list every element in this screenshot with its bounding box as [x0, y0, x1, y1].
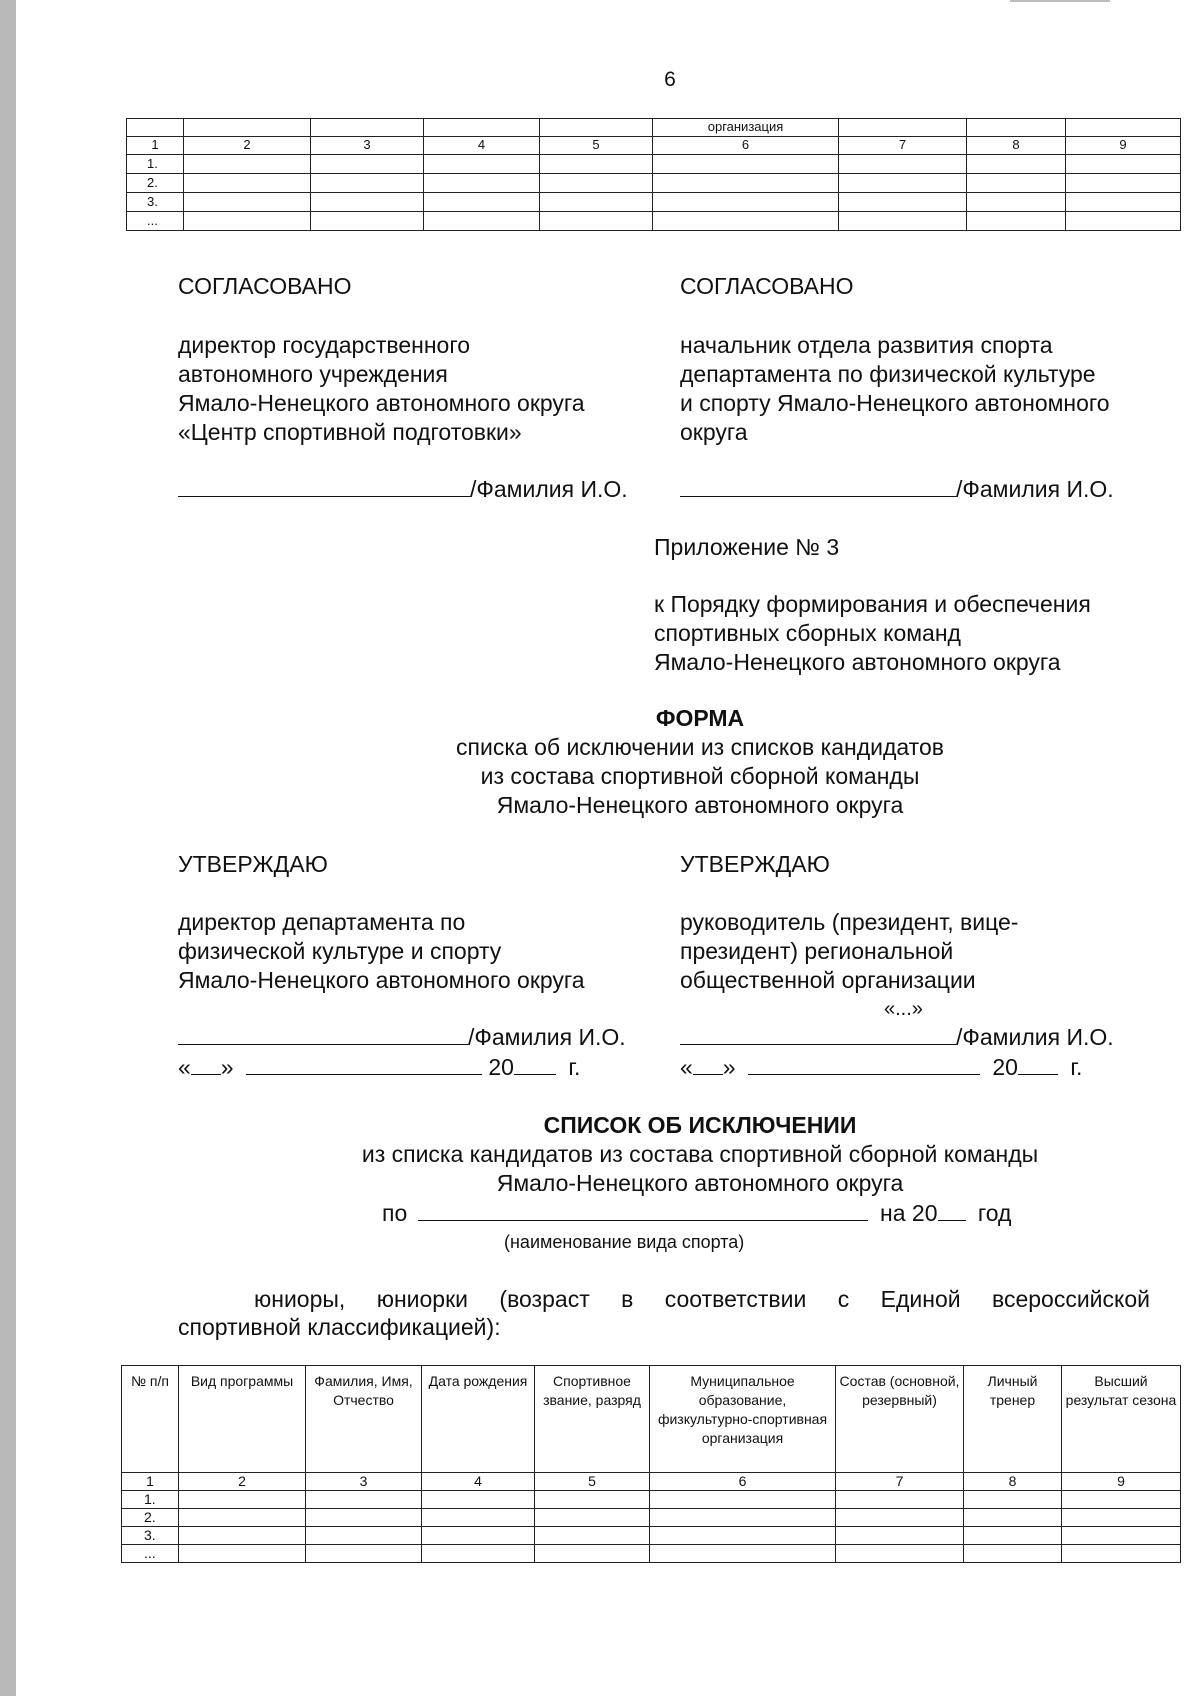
table-row	[122, 1491, 1181, 1509]
row-number: 3.	[122, 1527, 179, 1545]
text-line: округа	[680, 419, 748, 445]
year-blank	[1018, 1052, 1058, 1075]
table-cell	[1062, 1545, 1181, 1563]
table-cell	[306, 1545, 422, 1563]
column-number: 6	[653, 137, 839, 155]
table-cell	[535, 1527, 650, 1545]
row-number: ...	[127, 212, 184, 231]
column-number: 3	[306, 1473, 422, 1491]
month-blank	[748, 1052, 980, 1075]
column-number: 9	[1062, 1473, 1181, 1491]
signature-name: /Фамилия И.О.	[956, 476, 1114, 502]
text-line: общественной организации	[680, 967, 976, 993]
column-number: 8	[967, 137, 1066, 155]
scan-edge-top	[1010, 0, 1110, 2]
table-cell	[1066, 174, 1181, 193]
table-cell	[179, 1491, 306, 1509]
text-line: к Порядку формирования и обеспечения	[654, 591, 1091, 617]
approve-left-date	[178, 1052, 580, 1081]
table-number-row	[122, 1473, 1181, 1491]
signature-blank	[680, 474, 956, 497]
table-cell	[1066, 212, 1181, 231]
column-header: Вид программы	[179, 1366, 306, 1473]
column-header: Фамилия, Имя, Отчество	[306, 1366, 422, 1473]
approve-right-heading: УТВЕРЖДАЮ	[680, 851, 830, 877]
table-cell	[1062, 1527, 1181, 1545]
sport-caption: (наименование вида спорта)	[504, 1232, 745, 1252]
column-header: Личный тренер	[964, 1366, 1062, 1473]
table-row	[122, 1545, 1181, 1563]
text-line: Ямало-Ненецкого автономного округа	[654, 649, 1061, 675]
table-cell	[650, 1491, 836, 1509]
form-subtitle-line: из состава спортивной сборной команды	[480, 763, 920, 789]
date-quote-close: »	[722, 1054, 736, 1080]
table-cell	[311, 174, 424, 193]
column-number: 5	[540, 137, 653, 155]
year-blank	[938, 1198, 966, 1221]
table-row	[122, 1527, 1181, 1545]
signature-blank	[680, 1022, 956, 1045]
text-line: президент) региональной	[680, 938, 954, 964]
table-cell	[653, 193, 839, 212]
year-suffix: г.	[1070, 1054, 1083, 1080]
table-cell	[184, 212, 311, 231]
table-cell	[179, 1527, 306, 1545]
juniors-line: юниоры, юниорки (возраст в соответствии с Единой всероссийской	[254, 1286, 1150, 1312]
list-subtitle-line: из списка кандидатов из состава спортивной сборной команды	[361, 1141, 1039, 1167]
table-cell	[839, 193, 967, 212]
column-number: 4	[424, 137, 540, 155]
table-cell	[650, 1527, 836, 1545]
table-cell	[424, 193, 540, 212]
table-cell	[311, 119, 424, 137]
row-number: 1.	[122, 1491, 179, 1509]
table-cell	[306, 1491, 422, 1509]
table-cell	[839, 174, 967, 193]
column-number: 2	[179, 1473, 306, 1491]
column-number: 7	[839, 137, 967, 155]
exclusion-table	[121, 1365, 1181, 1563]
table-cell	[967, 155, 1066, 174]
page-number: 6	[664, 68, 676, 91]
table-cell	[535, 1545, 650, 1563]
column-number: 9	[1066, 137, 1181, 155]
table-cell	[836, 1491, 964, 1509]
agreed-left-position	[178, 331, 585, 447]
text-line: «Центр спортивной подготовки»	[178, 419, 522, 445]
column-header: Муниципальное образование, физкультурно-спортивная организация	[650, 1366, 836, 1473]
column-header: Высший результат сезона	[1062, 1366, 1181, 1473]
form-title: ФОРМА	[655, 705, 745, 731]
column-number: 8	[964, 1473, 1062, 1491]
year-suffix: г.	[568, 1054, 581, 1080]
table-cell	[967, 193, 1066, 212]
approve-left-heading: УТВЕРЖДАЮ	[178, 851, 328, 877]
table-cell: организация	[653, 119, 839, 137]
table-cell	[424, 119, 540, 137]
table-cell	[653, 212, 839, 231]
table-cell	[1066, 119, 1181, 137]
text-line: Ямало-Ненецкого автономного округа	[178, 390, 585, 416]
table-cell	[1062, 1509, 1181, 1527]
agreed-left-heading: СОГЛАСОВАНО	[178, 273, 352, 299]
table-cell	[311, 193, 424, 212]
table-cell	[836, 1509, 964, 1527]
signature-blank	[178, 1022, 468, 1045]
table-cell	[540, 193, 653, 212]
table-cell	[967, 174, 1066, 193]
approve-right-org-name: «...»	[884, 998, 923, 1020]
table-cell	[967, 212, 1066, 231]
text-line: начальник отдела развития спорта	[680, 332, 1053, 358]
list-title: СПИСОК ОБ ИСКЛЮЧЕНИИ	[543, 1112, 857, 1138]
row-number: 2.	[127, 174, 184, 193]
text-line: Ямало-Ненецкого автономного округа	[178, 967, 585, 993]
list-subtitle-line: Ямало-Ненецкого автономного округа	[496, 1170, 904, 1196]
table-cell	[184, 193, 311, 212]
table-cell	[964, 1545, 1062, 1563]
table-cell	[184, 174, 311, 193]
table-cell	[650, 1545, 836, 1563]
year-word: год	[977, 1200, 1012, 1226]
juniors-line: спортивной классификацией):	[178, 1314, 501, 1340]
table-cell	[964, 1491, 1062, 1509]
year-prefix: 20	[992, 1054, 1018, 1080]
text-line: спортивных сборных команд	[654, 620, 961, 646]
table-cell	[964, 1509, 1062, 1527]
table-label-row	[127, 119, 1181, 137]
table-cell	[839, 212, 967, 231]
year-blank	[514, 1052, 556, 1075]
table-cell	[540, 155, 653, 174]
column-header: № п/п	[122, 1366, 179, 1473]
date-quote-close: »	[220, 1054, 234, 1080]
agreed-right-position	[680, 331, 1110, 447]
column-number: 1	[127, 137, 184, 155]
table-cell	[306, 1509, 422, 1527]
row-number: 3.	[127, 193, 184, 212]
text-line: и спорту Ямало-Ненецкого автономного	[680, 390, 1110, 416]
column-number: 2	[184, 137, 311, 155]
table-cell	[836, 1545, 964, 1563]
table-row	[127, 155, 1181, 174]
table-cell	[422, 1527, 535, 1545]
text-line: директор государственного	[178, 332, 470, 358]
day-blank	[693, 1052, 723, 1075]
approve-right-date	[680, 1052, 1082, 1081]
table-cell	[653, 155, 839, 174]
table-row	[127, 174, 1181, 193]
table-cell	[311, 212, 424, 231]
approve-right-signature-line	[680, 1022, 1114, 1051]
form-subtitle-line: списка об исключении из списков кандидатов	[456, 734, 944, 760]
text-line: автономного учреждения	[178, 361, 448, 387]
column-number: 6	[650, 1473, 836, 1491]
table-cell	[179, 1509, 306, 1527]
table-cell	[967, 119, 1066, 137]
table-cell	[311, 155, 424, 174]
table-cell	[836, 1527, 964, 1545]
table-row	[127, 193, 1181, 212]
day-blank	[191, 1052, 221, 1075]
column-header: Состав (основной, резервный)	[836, 1366, 964, 1473]
column-number: 1	[122, 1473, 179, 1491]
signature-name: /Фамилия И.О.	[468, 1024, 626, 1050]
agreed-right-signature-line	[680, 474, 1114, 503]
year-prefix: 20	[488, 1054, 514, 1080]
table-cell	[422, 1545, 535, 1563]
table-cell	[1066, 155, 1181, 174]
column-number: 3	[311, 137, 424, 155]
table-cell	[1062, 1491, 1181, 1509]
table-cell	[540, 119, 653, 137]
top-table	[126, 118, 1181, 231]
table-cell	[422, 1509, 535, 1527]
table-header-row	[122, 1366, 1181, 1473]
table-cell	[535, 1491, 650, 1509]
table-cell	[184, 155, 311, 174]
row-number: ...	[122, 1545, 179, 1563]
year-text: на 20	[880, 1200, 938, 1226]
column-header: Дата рождения	[422, 1366, 535, 1473]
table-cell	[1066, 193, 1181, 212]
table-cell	[540, 174, 653, 193]
date-quote-open: «	[680, 1054, 693, 1080]
month-blank	[246, 1052, 482, 1075]
approve-left-signature-line	[178, 1022, 626, 1051]
signature-blank	[178, 474, 470, 497]
table-cell	[306, 1527, 422, 1545]
table-row	[127, 212, 1181, 231]
sport-name-blank	[418, 1198, 868, 1221]
table-cell	[424, 212, 540, 231]
table-cell	[650, 1509, 836, 1527]
text-line: физической культуре и спорту	[178, 938, 502, 964]
appendix-title: Приложение № 3	[654, 534, 840, 560]
table-cell	[535, 1509, 650, 1527]
table-cell	[127, 119, 184, 137]
sport-line	[382, 1198, 1011, 1227]
column-number: 7	[836, 1473, 964, 1491]
table-cell	[839, 119, 967, 137]
text-line: директор департамента по	[178, 909, 466, 935]
sport-prefix: по	[382, 1200, 408, 1226]
row-number: 2.	[122, 1509, 179, 1527]
table-cell	[964, 1527, 1062, 1545]
table-cell	[424, 155, 540, 174]
text-line: департамента по физической культуре	[680, 361, 1096, 387]
table-cell	[540, 212, 653, 231]
table-cell	[424, 174, 540, 193]
approve-right-position	[680, 908, 1018, 995]
agreed-left-signature-line	[178, 474, 628, 503]
agreed-right-heading: СОГЛАСОВАНО	[680, 273, 854, 299]
appendix-reference	[654, 590, 1091, 677]
table-cell	[422, 1491, 535, 1509]
column-number: 4	[422, 1473, 535, 1491]
column-header: Спортивное звание, разряд	[535, 1366, 650, 1473]
table-cell	[839, 155, 967, 174]
date-quote-open: «	[178, 1054, 191, 1080]
table-number-row	[127, 137, 1181, 155]
signature-name: /Фамилия И.О.	[956, 1024, 1114, 1050]
table-cell	[653, 174, 839, 193]
column-number: 5	[535, 1473, 650, 1491]
form-subtitle-line: Ямало-Ненецкого автономного округа	[496, 792, 904, 818]
text-line: руководитель (президент, вице-	[680, 909, 1019, 935]
table-cell	[179, 1545, 306, 1563]
row-number: 1.	[127, 155, 184, 174]
scan-edge	[0, 0, 16, 1696]
table-cell	[184, 119, 311, 137]
signature-name: /Фамилия И.О.	[470, 476, 628, 502]
table-row	[122, 1509, 1181, 1527]
approve-left-position	[178, 908, 585, 995]
